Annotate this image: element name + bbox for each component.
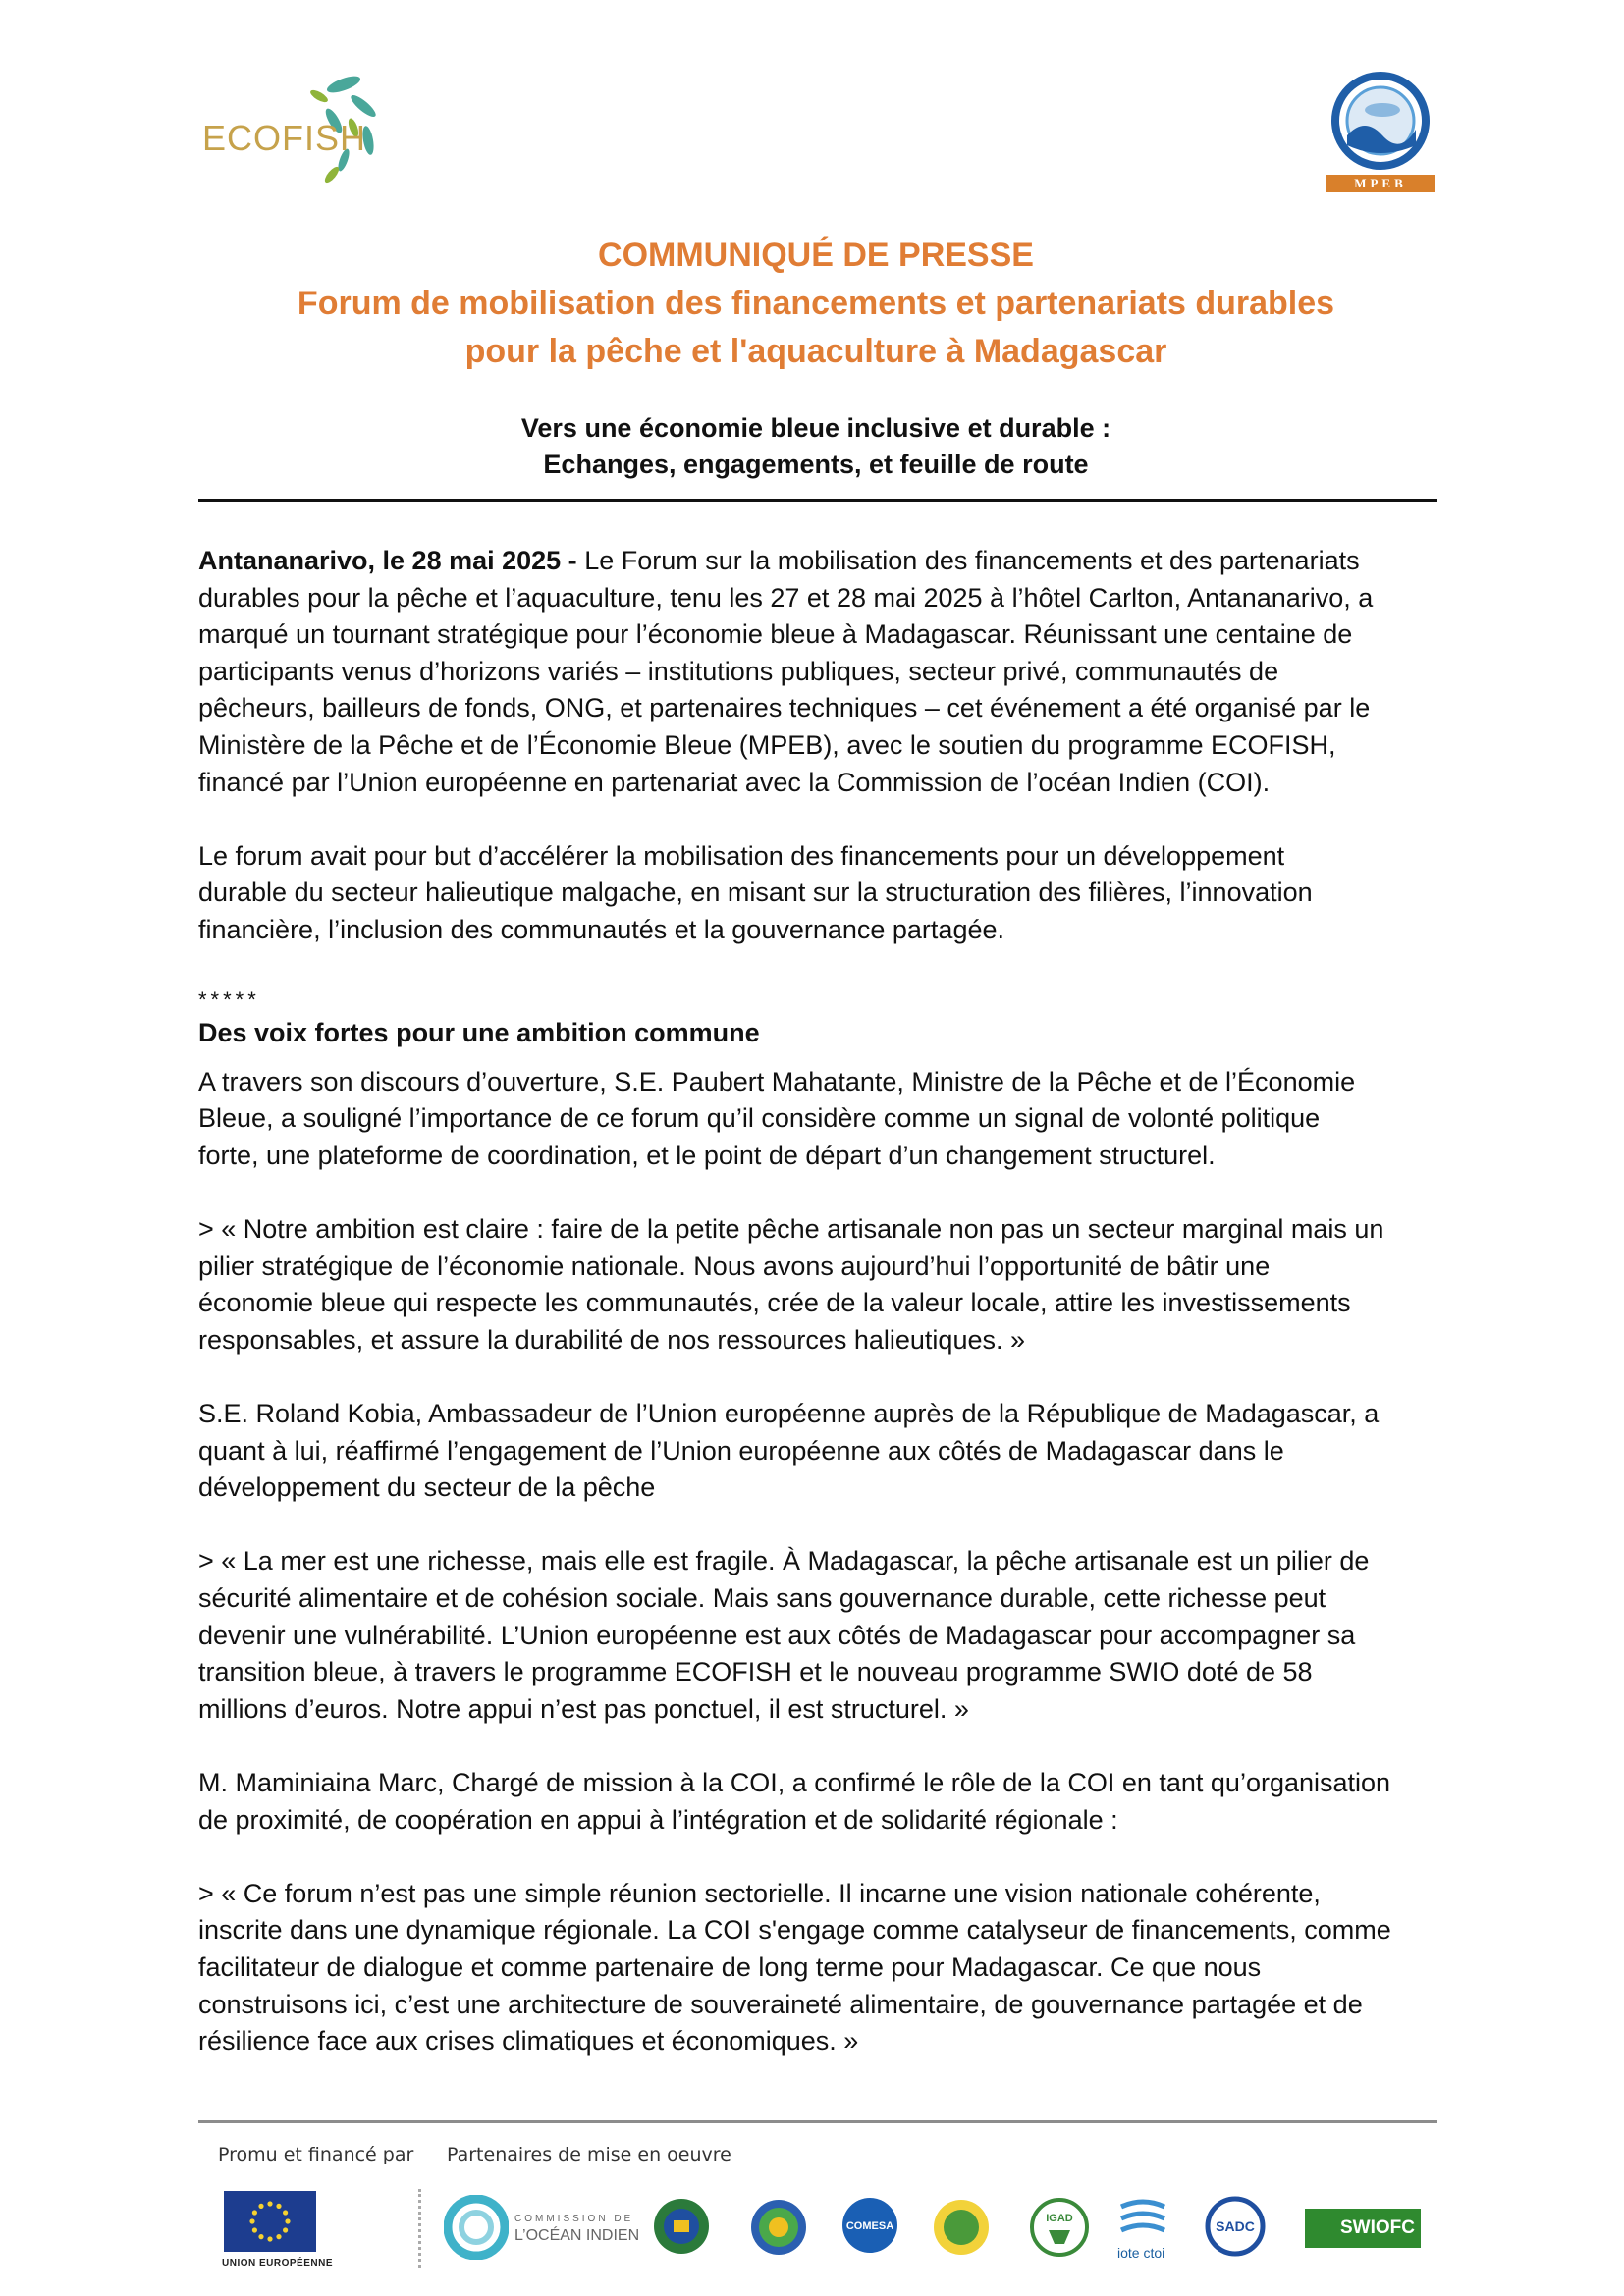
iotc-wordmark: iote ctoi — [1117, 2245, 1165, 2261]
intro-line: financé par l’Union européenne en partenariat avec la Commission de l’océan Indien (COI). — [198, 767, 1271, 797]
title-line-1: COMMUNIQUÉ DE PRESSE — [598, 237, 1034, 274]
funded-by-label: Promu et financé par — [218, 2144, 414, 2165]
mpeb-logo — [1326, 67, 1435, 192]
coi-spiral-icon — [444, 2195, 509, 2260]
comesa-globe-icon — [839, 2195, 900, 2256]
mpeb-wave-icon — [1326, 67, 1435, 175]
intro-line: Ministère de la Pêche et de l’Économie Bleue (MPEB), avec le soutien du programme ECOFISH, — [198, 729, 1336, 760]
coi-wordmark-line-1: COMMISSION DE — [514, 2214, 634, 2224]
coi-line: M. Maminiaina Marc, Chargé de mission à la COI, a confirmé le rôle de la COI en tant qu’organisation — [198, 1768, 1391, 1797]
ambassador-quote-line: sécurité alimentaire et de cohésion sociale. Mais sans gouvernance durable, cette richesse peut — [198, 1583, 1326, 1614]
article-body — [198, 543, 1437, 2060]
intro-line: durables pour la pêche et l’aquaculture, tenu les 27 et 28 mai 2025 à l’hôtel Carlton, Antananarivo, a — [198, 582, 1374, 613]
purpose-line: durable du secteur halieutique malgache, en misant sur la structuration des filières, l’innovation — [198, 878, 1313, 908]
igad-logo-text: IGAD — [1046, 2213, 1073, 2224]
coi-quote-line: résilience face aux crises climatiques et économiques. » — [198, 2026, 859, 2056]
ambassador-quote-line: transition bleue, à travers le programme ECOFISH et le nouveau programme SWIO doté de 58 — [198, 1657, 1313, 1687]
intro-line — [198, 543, 1437, 580]
igad-emblem-icon — [1027, 2195, 1092, 2260]
sadc-logo-text: SADC — [1216, 2218, 1255, 2234]
press-release-title — [196, 232, 1435, 376]
section-heading: Des voix fortes pour une ambition commune — [198, 1018, 760, 1048]
coi-logo — [444, 2195, 509, 2265]
igad-logo — [1027, 2195, 1092, 2265]
minister-quote-line: responsables, et assure la durabilité de nos ressources halieutiques. » — [198, 1324, 1025, 1355]
ecofish-wordmark: ECOFISH — [202, 118, 367, 158]
purpose-line: financière, l’inclusion des communautés et la gouvernance partagée. — [198, 914, 1004, 944]
ecofish-logo — [196, 67, 403, 189]
eu-label: UNION EUROPÉENNE — [222, 2258, 334, 2269]
coi-quote-line: construisons ici, c’est une architecture de souveraineté alimentaire, de gouvernance partagée et de — [198, 1989, 1363, 2019]
eac-logo — [929, 2195, 994, 2265]
header-divider — [198, 499, 1437, 502]
minister-line: A travers son discours d’ouverture, S.E. Paubert Mahatante, Ministre de la Pêche et de l’Économie — [198, 1066, 1356, 1096]
section-separator: ***** — [198, 988, 260, 1013]
intro-line: marqué un tournant stratégique pour l’économie bleue à Madagascar. Réunissant une centaine de — [198, 619, 1353, 650]
title-line-2: Forum de mobilisation des financements et partenariats durables — [297, 285, 1335, 322]
ambassador-line: S.E. Roland Kobia, Ambassadeur de l’Union européenne auprès de la République de Madagascar, a — [198, 1399, 1380, 1429]
ambassador-line: quant à lui, réaffirmé l’engagement de l’Union européenne aux côtés de Madagascar dans le — [198, 1435, 1284, 1466]
coi-quote-line: inscrite dans une dynamique régionale. La COI s'engage comme catalyseur de financements, comme — [198, 1915, 1391, 1946]
footer-divider — [198, 2120, 1437, 2123]
ambassador-quote-line: millions d’euros. Notre appui n’est pas ponctuel, il est structurel. » — [198, 1693, 969, 1724]
subtitle-line-1: Vers une économie bleue inclusive et durable : — [520, 413, 1111, 443]
subtitle-line-2: Echanges, engagements, et feuille de route — [543, 450, 1089, 479]
eu-flag-icon — [224, 2191, 316, 2252]
coi-quote-line: > « Ce forum n’est pas une simple réunion sectorielle. Il incarne une vision nationale cohérente, — [198, 1878, 1321, 1908]
minister-line: Bleue, a souligné l’importance de ce forum qu’il considère comme un signal de volonté politique — [198, 1103, 1321, 1134]
intro-line: pêcheurs, bailleurs de fonds, ONG, et partenaires techniques – cet événement a été organisé par le — [198, 693, 1371, 723]
ambassador-quote-line: > « La mer est une richesse, mais elle est fragile. À Madagascar, la pêche artisanale est un pilier de — [198, 1546, 1370, 1576]
tanzania-emblem-icon — [650, 2195, 713, 2258]
regional-emblem-icon — [746, 2195, 811, 2260]
footer-vertical-divider — [418, 2189, 421, 2268]
sadc-emblem-icon — [1204, 2195, 1267, 2258]
coi-wordmark — [514, 2213, 639, 2246]
coi-line: de proximité, de coopération en appui à l’intégration et de solidarité régionale : — [198, 1804, 1118, 1835]
iotc-fish-icon — [1117, 2195, 1168, 2244]
swiofc-logo: SWIOFC — [1305, 2209, 1421, 2248]
intro-dateline: Antananarivo, le 28 mai 2025 - — [198, 546, 577, 575]
regional-emblem-logo — [746, 2195, 811, 2265]
sadc-logo — [1204, 2195, 1267, 2263]
press-release-subtitle — [196, 410, 1435, 483]
title-line-3: pour la pêche et l'aquaculture à Madagascar — [464, 333, 1167, 370]
coi-wordmark-line-2: L’OCÉAN INDIEN — [514, 2227, 640, 2244]
ambassador-quote-line: devenir une vulnérabilité. L’Union européenne est aux côtés de Madagascar pour accompagner sa — [198, 1620, 1356, 1650]
iotc-logo — [1117, 2195, 1168, 2249]
purpose-line: Le forum avait pour but d’accélérer la mobilisation des financements pour un développement — [198, 840, 1285, 871]
mpeb-label: MPEB — [1326, 175, 1435, 192]
tanzania-emblem-logo — [650, 2195, 713, 2263]
minister-quote-line: > « Notre ambition est claire : faire de la petite pêche artisanale non pas un secteur marginal mais un — [198, 1214, 1384, 1245]
comesa-logo-text: COMESA — [845, 2220, 894, 2232]
minister-quote-line: économie bleue qui respecte les communautés, crée de la valeur locale, attire les investissements — [198, 1288, 1351, 1318]
partners-label: Partenaires de mise en oeuvre — [447, 2144, 731, 2165]
minister-line: forte, une plateforme de coordination, et le point de départ d’un changement structurel. — [198, 1140, 1216, 1170]
coi-quote-line: facilitateur de dialogue et comme partenaire de long terme pour Madagascar. Ce que nous — [198, 1951, 1262, 1982]
intro-line-text: Le Forum sur la mobilisation des financements et des partenariats — [576, 546, 1360, 575]
eac-emblem-icon — [929, 2195, 994, 2260]
minister-quote-line: pilier stratégique de l’économie nationale. Nous avons aujourd’hui l’opportunité de bâtir une — [198, 1251, 1271, 1281]
comesa-logo — [839, 2195, 900, 2261]
intro-line: participants venus d’horizons variés – institutions publiques, secteur privé, communautés de — [198, 656, 1279, 686]
ambassador-line: développement du secteur de la pêche — [198, 1472, 656, 1503]
